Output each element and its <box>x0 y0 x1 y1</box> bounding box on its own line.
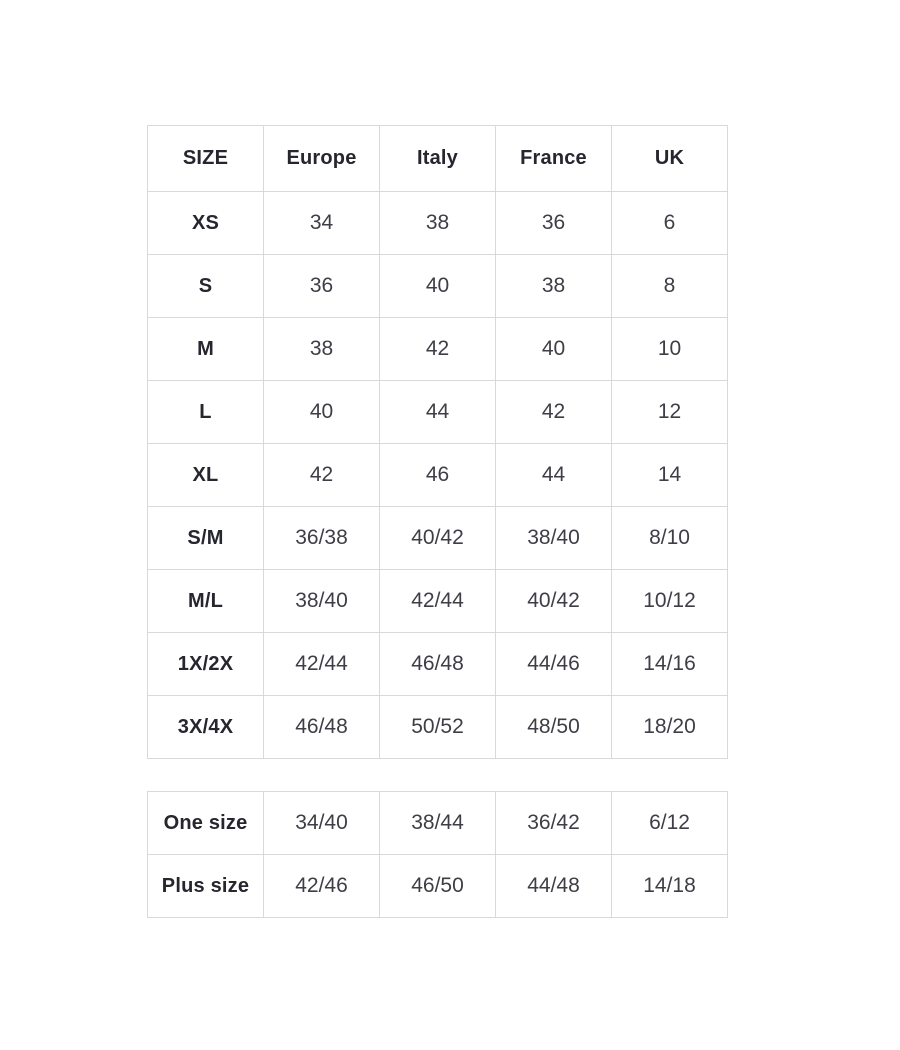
value-cell: 42 <box>264 444 380 507</box>
value-cell: 38 <box>496 255 612 318</box>
row-label-cell: 3X/4X <box>148 696 264 759</box>
value-cell: 36/38 <box>264 507 380 570</box>
value-cell: 46/48 <box>264 696 380 759</box>
value-cell: 36 <box>264 255 380 318</box>
value-cell: 40 <box>496 318 612 381</box>
value-cell: 18/20 <box>612 696 728 759</box>
value-cell: 46/48 <box>380 633 496 696</box>
value-cell: 42/44 <box>264 633 380 696</box>
value-cell: 42/44 <box>380 570 496 633</box>
size-conversion-table-body <box>148 192 728 759</box>
value-cell: 36/42 <box>496 792 612 855</box>
row-label-cell: One size <box>148 792 264 855</box>
table-row-l <box>148 381 728 444</box>
value-cell: 48/50 <box>496 696 612 759</box>
value-cell: 38/44 <box>380 792 496 855</box>
value-cell: 42/46 <box>264 855 380 918</box>
table-row-xs <box>148 192 728 255</box>
value-cell: 8 <box>612 255 728 318</box>
value-cell: 6/12 <box>612 792 728 855</box>
row-label-cell: S <box>148 255 264 318</box>
value-cell: 14 <box>612 444 728 507</box>
value-cell: 40 <box>264 381 380 444</box>
value-cell: 10 <box>612 318 728 381</box>
table-row-m <box>148 318 728 381</box>
value-cell: 12 <box>612 381 728 444</box>
size-conversion-table <box>147 125 728 759</box>
row-label-cell: S/M <box>148 507 264 570</box>
value-cell: 10/12 <box>612 570 728 633</box>
value-cell: 38 <box>380 192 496 255</box>
table-row-m-l <box>148 570 728 633</box>
column-header-italy: Italy <box>380 126 496 192</box>
value-cell: 46/50 <box>380 855 496 918</box>
table-row-one-size <box>148 792 728 855</box>
size-chart <box>147 125 729 918</box>
header-row <box>148 126 728 192</box>
row-label-cell: XL <box>148 444 264 507</box>
column-header-france: France <box>496 126 612 192</box>
row-label-cell: M <box>148 318 264 381</box>
value-cell: 44/48 <box>496 855 612 918</box>
table-row-s <box>148 255 728 318</box>
value-cell: 8/10 <box>612 507 728 570</box>
row-label-cell: Plus size <box>148 855 264 918</box>
column-header-europe: Europe <box>264 126 380 192</box>
value-cell: 34 <box>264 192 380 255</box>
table-row-plus-size <box>148 855 728 918</box>
row-label-cell: 1X/2X <box>148 633 264 696</box>
value-cell: 6 <box>612 192 728 255</box>
value-cell: 40/42 <box>496 570 612 633</box>
row-label-cell: XS <box>148 192 264 255</box>
table-row-3x-4x <box>148 696 728 759</box>
value-cell: 50/52 <box>380 696 496 759</box>
value-cell: 14/16 <box>612 633 728 696</box>
table-row-s-m <box>148 507 728 570</box>
table-row-xl <box>148 444 728 507</box>
value-cell: 44 <box>380 381 496 444</box>
special-size-table <box>147 791 728 918</box>
value-cell: 40/42 <box>380 507 496 570</box>
special-size-table-body <box>148 792 728 918</box>
value-cell: 44/46 <box>496 633 612 696</box>
value-cell: 36 <box>496 192 612 255</box>
size-conversion-table-header <box>148 126 728 192</box>
value-cell: 42 <box>380 318 496 381</box>
value-cell: 34/40 <box>264 792 380 855</box>
row-label-cell: L <box>148 381 264 444</box>
column-header-uk: UK <box>612 126 728 192</box>
value-cell: 44 <box>496 444 612 507</box>
value-cell: 38 <box>264 318 380 381</box>
value-cell: 14/18 <box>612 855 728 918</box>
value-cell: 38/40 <box>496 507 612 570</box>
value-cell: 46 <box>380 444 496 507</box>
table-row-1x-2x <box>148 633 728 696</box>
column-header-size: SIZE <box>148 126 264 192</box>
value-cell: 42 <box>496 381 612 444</box>
row-label-cell: M/L <box>148 570 264 633</box>
value-cell: 38/40 <box>264 570 380 633</box>
value-cell: 40 <box>380 255 496 318</box>
